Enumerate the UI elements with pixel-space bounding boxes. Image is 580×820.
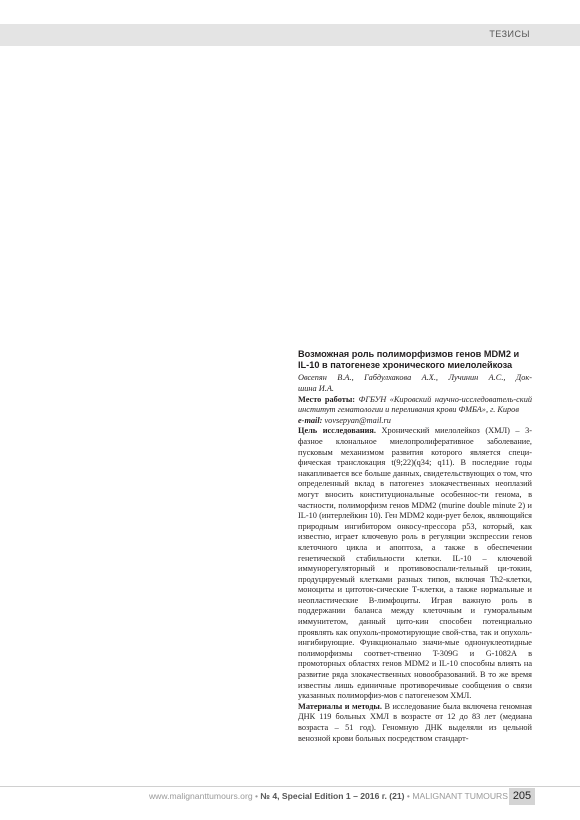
authors-line: Овсепян В.А., Габдулхакова А.Х., Лучинин А.С., Док- xyxy=(298,373,532,383)
methods-paragraph xyxy=(298,702,532,744)
workplace-text: ФГБУН «Кировский научно-исследователь-ский институт гематологии и переливания крови ФМБА», г. Киров xyxy=(298,394,532,415)
email xyxy=(298,416,532,427)
methods-text: В исследование была включена геномная ДНК 119 больных ХМЛ в возрасте от 12 до 83 лет (медиана возраста – 51 год). Геномную ДНК выделяли из цельной венозной крови больных посредством стандарт- xyxy=(298,701,532,743)
footer xyxy=(149,791,508,801)
abstract-article xyxy=(298,349,532,744)
email-label: e-mail: xyxy=(298,415,323,425)
footer-divider xyxy=(0,786,580,787)
authors-line-2: шина И.А. xyxy=(298,384,334,393)
footer-journal: MALIGNANT TUMOURS xyxy=(412,791,508,801)
footer-separator: • xyxy=(404,791,413,801)
header-bar xyxy=(0,24,580,46)
footer-issue: № 4, Special Edition 1 – 2016 г. (21) xyxy=(260,791,405,801)
methods-label: Материалы и методы. xyxy=(298,701,382,711)
article-title: Возможная роль полиморфизмов генов MDM2 и IL-10 в патогенезе хронического миелолейкоза xyxy=(298,349,520,371)
footer-url: www.malignanttumours.org xyxy=(148,791,253,801)
page-number: 205 xyxy=(509,788,535,805)
aim-label: Цель исследования. xyxy=(298,426,376,436)
aim-paragraph xyxy=(298,426,532,701)
workplace xyxy=(298,395,532,416)
email-address: vovsepyan@mail.ru xyxy=(324,415,391,425)
workplace-label: Место работы: xyxy=(298,394,356,404)
footer-separator: • xyxy=(252,791,261,801)
aim-text: Хронический миелолейкоз (ХМЛ) – 3-фазное клональное миелопролиферативное заболевание, пусковым механизмом развития которого является специ-фическая транслокация t(9;22)(q34; q11). В последние годы накапливается все больше данных, свидетельствующих о том, что определенный вклад в патогенез злокачественных неоплазий могут вносить конституциональные особеннос-ти генома, в частности, полиморфизм генов MDM2 (murine double minute 2) и IL-10 (интерлейкин 10). Ген MDM2 коди-рует белок, являющийся природным ингибитором онкосу-прессора p53, который, как известно, играет ключевую роль в регуляции экспрессии генов клеточного цикла и апоптоза, а также в обеспечении генетической стабильности клетки. IL-10 – ключевой иммунорегуляторный и противовоспали-тельный ци-токин, продуцируемый клетками разных типов, включая Th2-клетки, моноциты и цитоток-сические Т-клетки, а также нормальные и неопластические В-лимфоциты. Играя важную роль в поддержании баланса между клеточным и гуморальным иммунитетом, данный цито-кин способен потенциально проявлять как опухоль-промотирующие свой-ства, так и опухоль-ингибирующие. Функционально значи-мые однонуклеотидные полиморфизмы соответ-ственно T-309G и G-1082A в промоторных областях генов MDM2 и IL-10 способны влиять на развитие ряда злокачественных новообразований. В то же время известны лишь единичные противоречивые сообщения о связи указанных полиморфиз-мов с патогенезом ХМЛ. xyxy=(298,426,532,701)
section-label: ТЕЗИСЫ xyxy=(489,29,530,39)
